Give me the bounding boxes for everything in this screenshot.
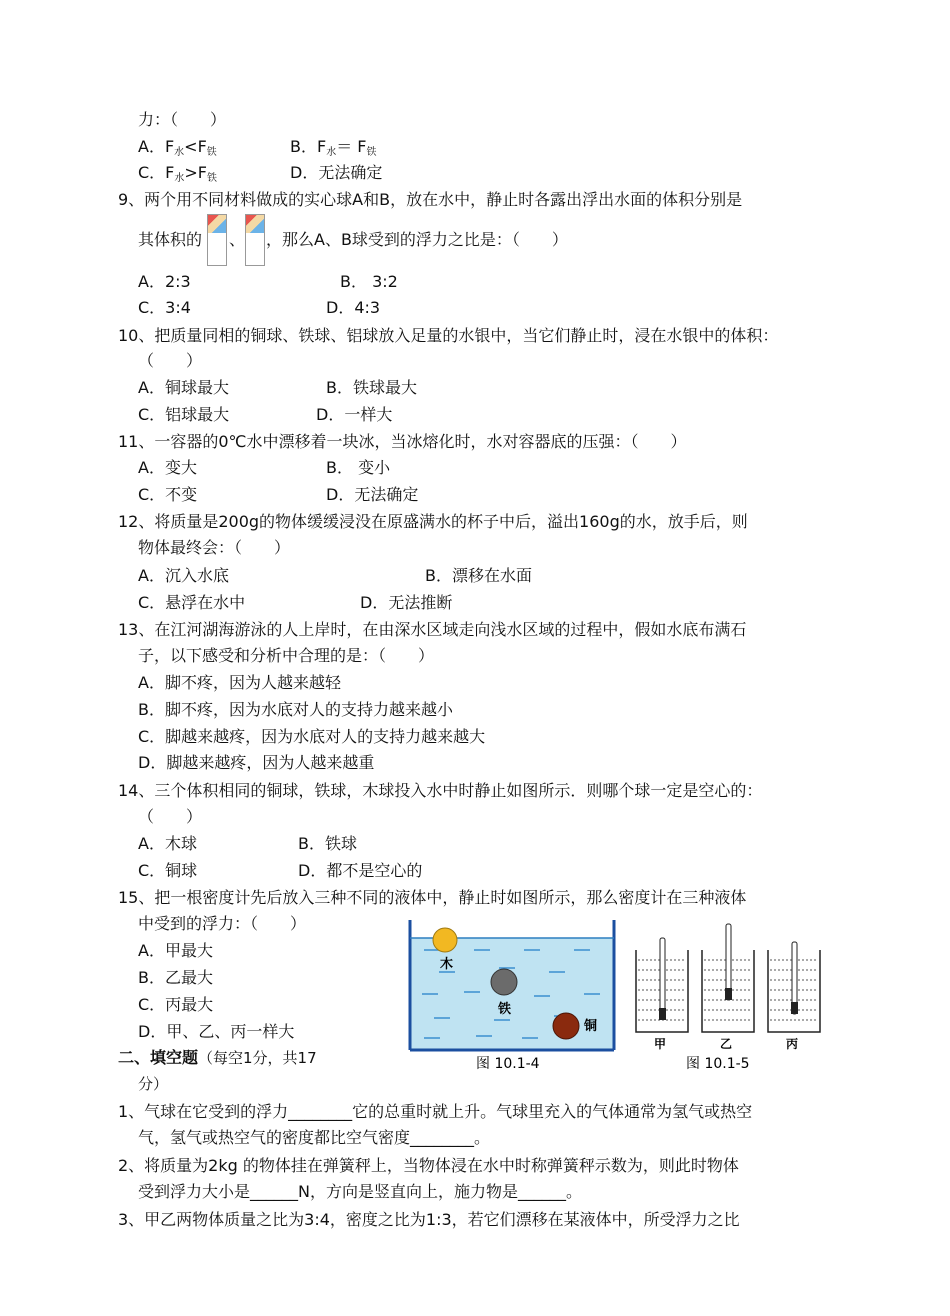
q13-stem-2: 子，以下感受和分析中合理的是：（ ） [138,646,435,665]
q10-option-b: B．铁球最大 [326,378,417,397]
q9-option-b: B． 3:2 [340,272,398,291]
q13-option-b: B．脚不疼，因为水底对人的支持力越来越小 [138,700,453,719]
label-jia: 甲 [654,1037,667,1051]
q9-stem-pre: 其体积的 [138,230,203,249]
q9-option-c: C．3:4 [138,298,191,317]
q8-option-b: B．$F_水= F_铁$ [290,137,377,158]
wood-label: 木 [440,957,454,972]
q15-option-d: D．甲、乙、丙一样大 [138,1022,295,1041]
beaker-c [768,942,820,1051]
q15-stem-2: 中受到的浮力：（ ） [138,914,307,933]
figure-10-1-4 [404,920,624,1070]
q9-option-d: D．4:3 [326,298,381,317]
figure-4-caption: 图 10.1-4 [476,1056,540,1070]
fill-3-stem: 3、甲乙两物体质量之比为3:4，密度之比为1:3，若它们漂移在某液体中，所受浮力之比 [118,1210,740,1229]
beaker-a [636,938,688,1051]
q12-option-a: A．沉入水底 [138,566,229,585]
q14-option-b: B．铁球 [298,834,357,853]
q14-stem: 14、三个体积相同的铜球，铁球，木球投入水中时静止如图所示．则哪个球一定是空心的： [118,781,763,800]
section-2-heading: 二、填空题（每空1分，共17 [118,1048,317,1067]
q13-option-a: A．脚不疼，因为人越来越轻 [138,673,341,692]
q8-option-d: D．无法确定 [290,163,383,182]
q12-option-c: C．悬浮在水中 [138,593,246,612]
fraction-image-b [245,214,265,266]
q9-option-a: A．2:3 [138,272,191,291]
q12-option-d: D．无法推断 [360,593,453,612]
q11-option-c: C．不变 [138,485,198,504]
q10-paren: （ ） [138,351,203,370]
q14-paren: （ ） [138,807,203,826]
fill-1-stem-2: 气，氢气或热空气的密度都比空气密度________。 [138,1128,491,1147]
q8-option-a: A．$F_水<F_铁$ [138,137,217,158]
q9-separator: 、 [229,230,246,249]
q12-stem-2: 物体最终会：（ ） [138,538,291,557]
figure-5-caption: 图 10.1-5 [686,1056,750,1070]
fill-2-stem: 2、将质量为2kg 的物体挂在弹簧秤上，当物体浸在水中时称弹簧秤示数为，则此时物体 [118,1156,739,1175]
iron-ball [491,969,517,995]
q11-option-a: A．变大 [138,458,197,477]
q12-option-b: B．漂移在水面 [425,566,532,585]
q11-option-d: D．无法确定 [326,485,419,504]
figure-10-1-5 [630,920,830,1070]
q10-option-d: D．一样大 [316,405,393,424]
q13-option-d: D．脚越来越疼，因为人越来越重 [138,753,375,772]
fraction-image-a [207,214,227,266]
section-2-note: 分） [138,1075,169,1093]
copper-label: 铜 [584,1019,598,1034]
q10-option-a: A．铜球最大 [138,378,229,397]
q15-stem: 15、把一根密度计先后放入三种不同的液体中，静止时如图所示，那么密度计在三种液体 [118,888,747,907]
q15-option-a: A．甲最大 [138,941,213,960]
q11-stem: 11、一容器的0℃水中漂移着一块冰，当冰熔化时，水对容器底的压强：（ ） [118,432,687,451]
fill-2-stem-2: 受到浮力大小是______N，方向是竖直向上，施力物是______。 [138,1182,582,1201]
q8-option-c: C．$F_水>F_铁$ [138,163,217,184]
copper-ball [553,1013,579,1039]
fill-1-stem: 1、气球在它受到的浮力________它的总重时就上升。气球里充入的气体通常为氢气或热空 [118,1102,753,1121]
q15-option-c: C．丙最大 [138,995,214,1014]
iron-label: 铁 [498,1002,512,1017]
q14-option-c: C．铜球 [138,861,198,880]
label-bing: 丙 [786,1037,799,1051]
q9-stem: 9、两个用不同材料做成的实心球A和B，放在水中，静止时各露出浮出水面的体积分别是 [118,190,743,209]
q14-option-a: A．木球 [138,834,197,853]
q14-option-d: D．都不是空心的 [298,861,423,880]
q13-stem: 13、在江河湖海游泳的人上岸时，在由深水区域走向浅水区域的过程中，假如水底布满石 [118,620,747,639]
q15-option-b: B．乙最大 [138,968,213,987]
wood-ball [433,928,457,952]
q10-option-c: C．铝球最大 [138,405,230,424]
q11-option-b: B． 变小 [326,458,391,477]
q9-stem-post: ，那么A、B球受到的浮力之比是：（ ） [266,230,568,249]
q10-stem: 10、把质量同相的铜球、铁球、铝球放入足量的水银中，当它们静止时，浸在水银中的体积： [118,326,779,345]
label-yi: 乙 [720,1037,733,1051]
q12-stem: 12、将质量是200g的物体缓缓浸没在原盛满水的杯子中后，溢出160g的水，放手后，则 [118,512,748,531]
beaker-b [702,924,754,1051]
q8-tail: 力：（ ） [138,110,227,129]
q13-option-c: C．脚越来越疼，因为水底对人的支持力越来越大 [138,727,486,746]
